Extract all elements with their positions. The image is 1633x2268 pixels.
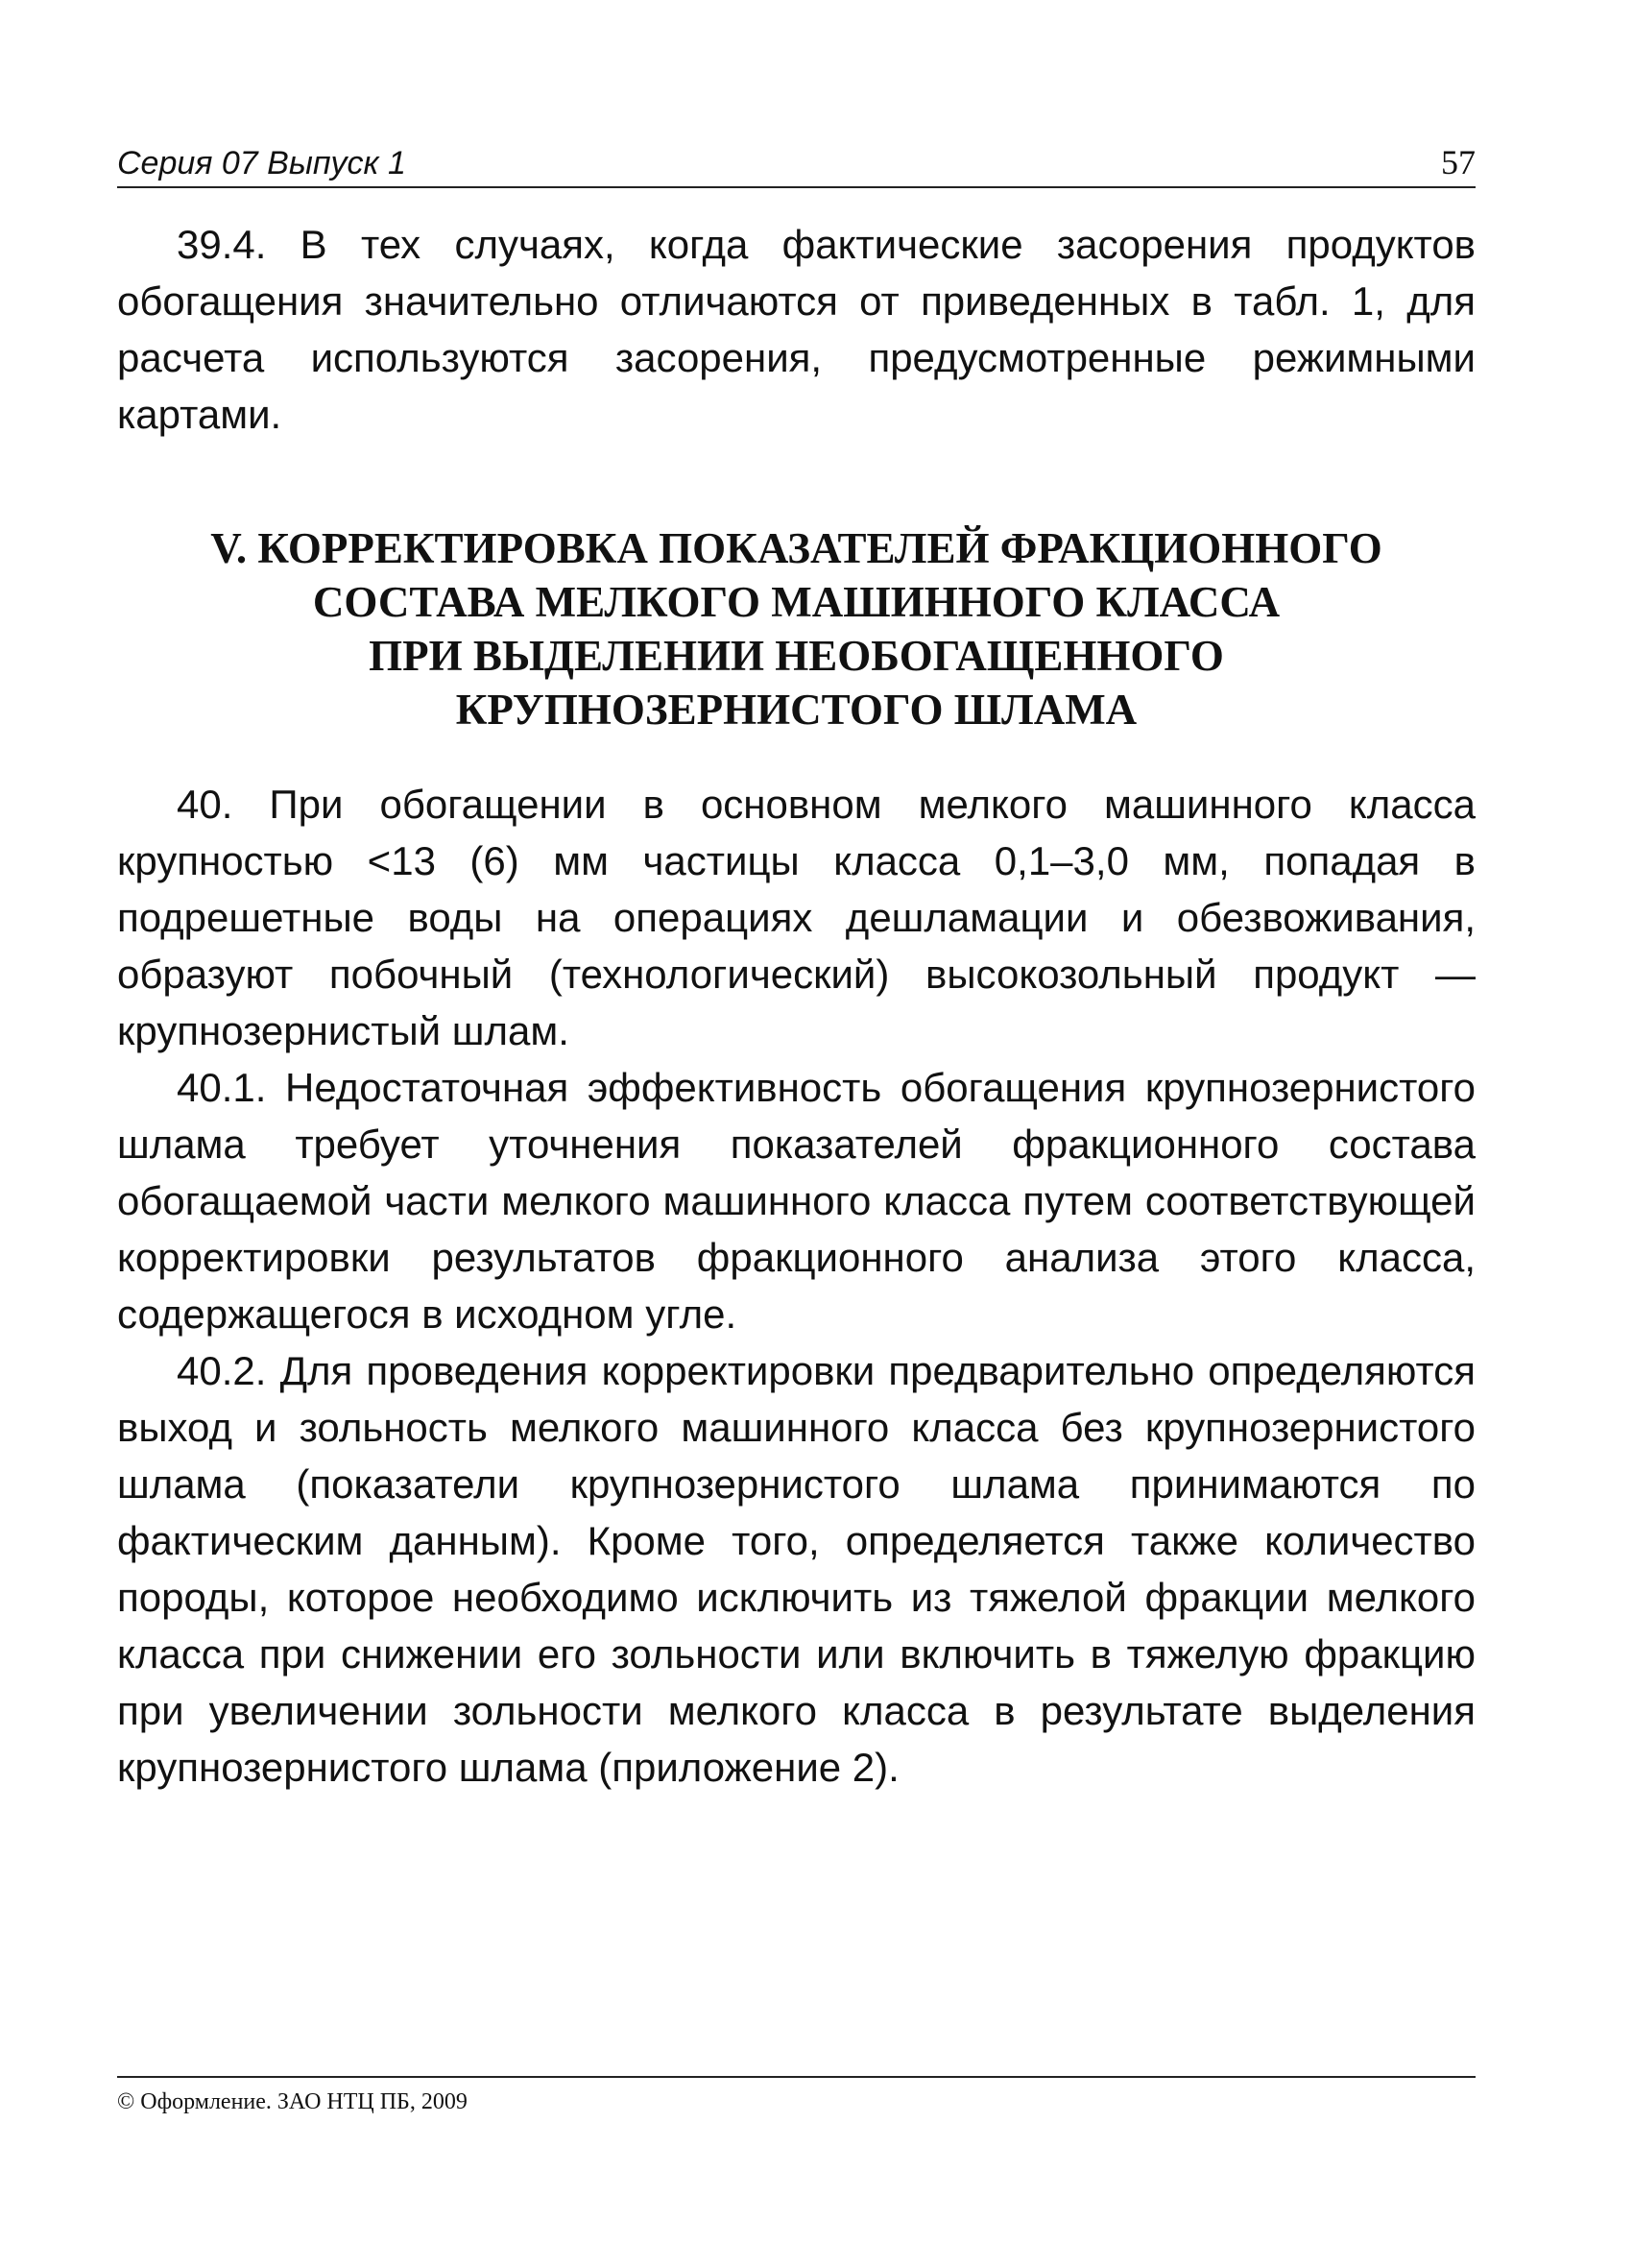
paragraph-40-2: 40.2. Для проведения корректировки предварительно определяются выход и зольность мелкого машинного класса без крупнозернистого шлама (показатели крупнозернистого шлама принимаются по фактическим данным). Кроме того, определяется также количество породы, которое необходимо исключить из тяжелой фракции мелкого класса при снижении его зольности или включить в тяжелую фракцию при увеличении зольности мелкого класса в результате выделения крупнозернистого шлама (приложение 2). [117, 1348, 1476, 1790]
page-number: 57 [1441, 143, 1476, 181]
section-body [117, 776, 1476, 1796]
paragraph-39-4-block [117, 216, 1476, 443]
series-label: Серия 07 Выпуск 1 [117, 145, 406, 181]
running-header [117, 142, 1476, 188]
section-heading-line: КРУПНОЗЕРНИСТОГО ШЛАМА [455, 686, 1138, 734]
section-heading-line: ПРИ ВЫДЕЛЕНИИ НЕОБОГАЩЕННОГО [369, 632, 1224, 680]
footer-rule [117, 2076, 1476, 2078]
section-heading-line: СОСТАВА МЕЛКОГО МАШИННОГО КЛАССА [312, 578, 1281, 626]
paragraph-40-1: 40.1. Недостаточная эффективность обогащения крупнозернистого шлама требует уточнения показателей фракционного состава обогащаемой части мелкого машинного класса путем соответствующей корректировки результатов фракционного анализа этого класса, содержащегося в исходном угле. [117, 1065, 1476, 1337]
section-heading [117, 521, 1476, 736]
section-heading-line: V. КОРРЕКТИРОВКА ПОКАЗАТЕЛЕЙ ФРАКЦИОННОГО [210, 524, 1382, 572]
paragraph-40: 40. При обогащении в основном мелкого машинного класса крупностью <13 (6) мм частицы класса 0,1–3,0 мм, попадая в подрешетные воды на операциях дешламации и обезвоживания, образуют побочный (технологический) высокозольный продукт — крупнозернистый шлам. [117, 782, 1476, 1053]
footer-copyright: © Оформление. ЗАО НТЦ ПБ, 2009 [117, 2089, 468, 2114]
paragraph-39-4: 39.4. В тех случаях, когда фактические засорения продуктов обогащения значительно отличаются от приведенных в табл. 1, для расчета используются засорения, предусмотренные режимными картами. [117, 222, 1476, 437]
